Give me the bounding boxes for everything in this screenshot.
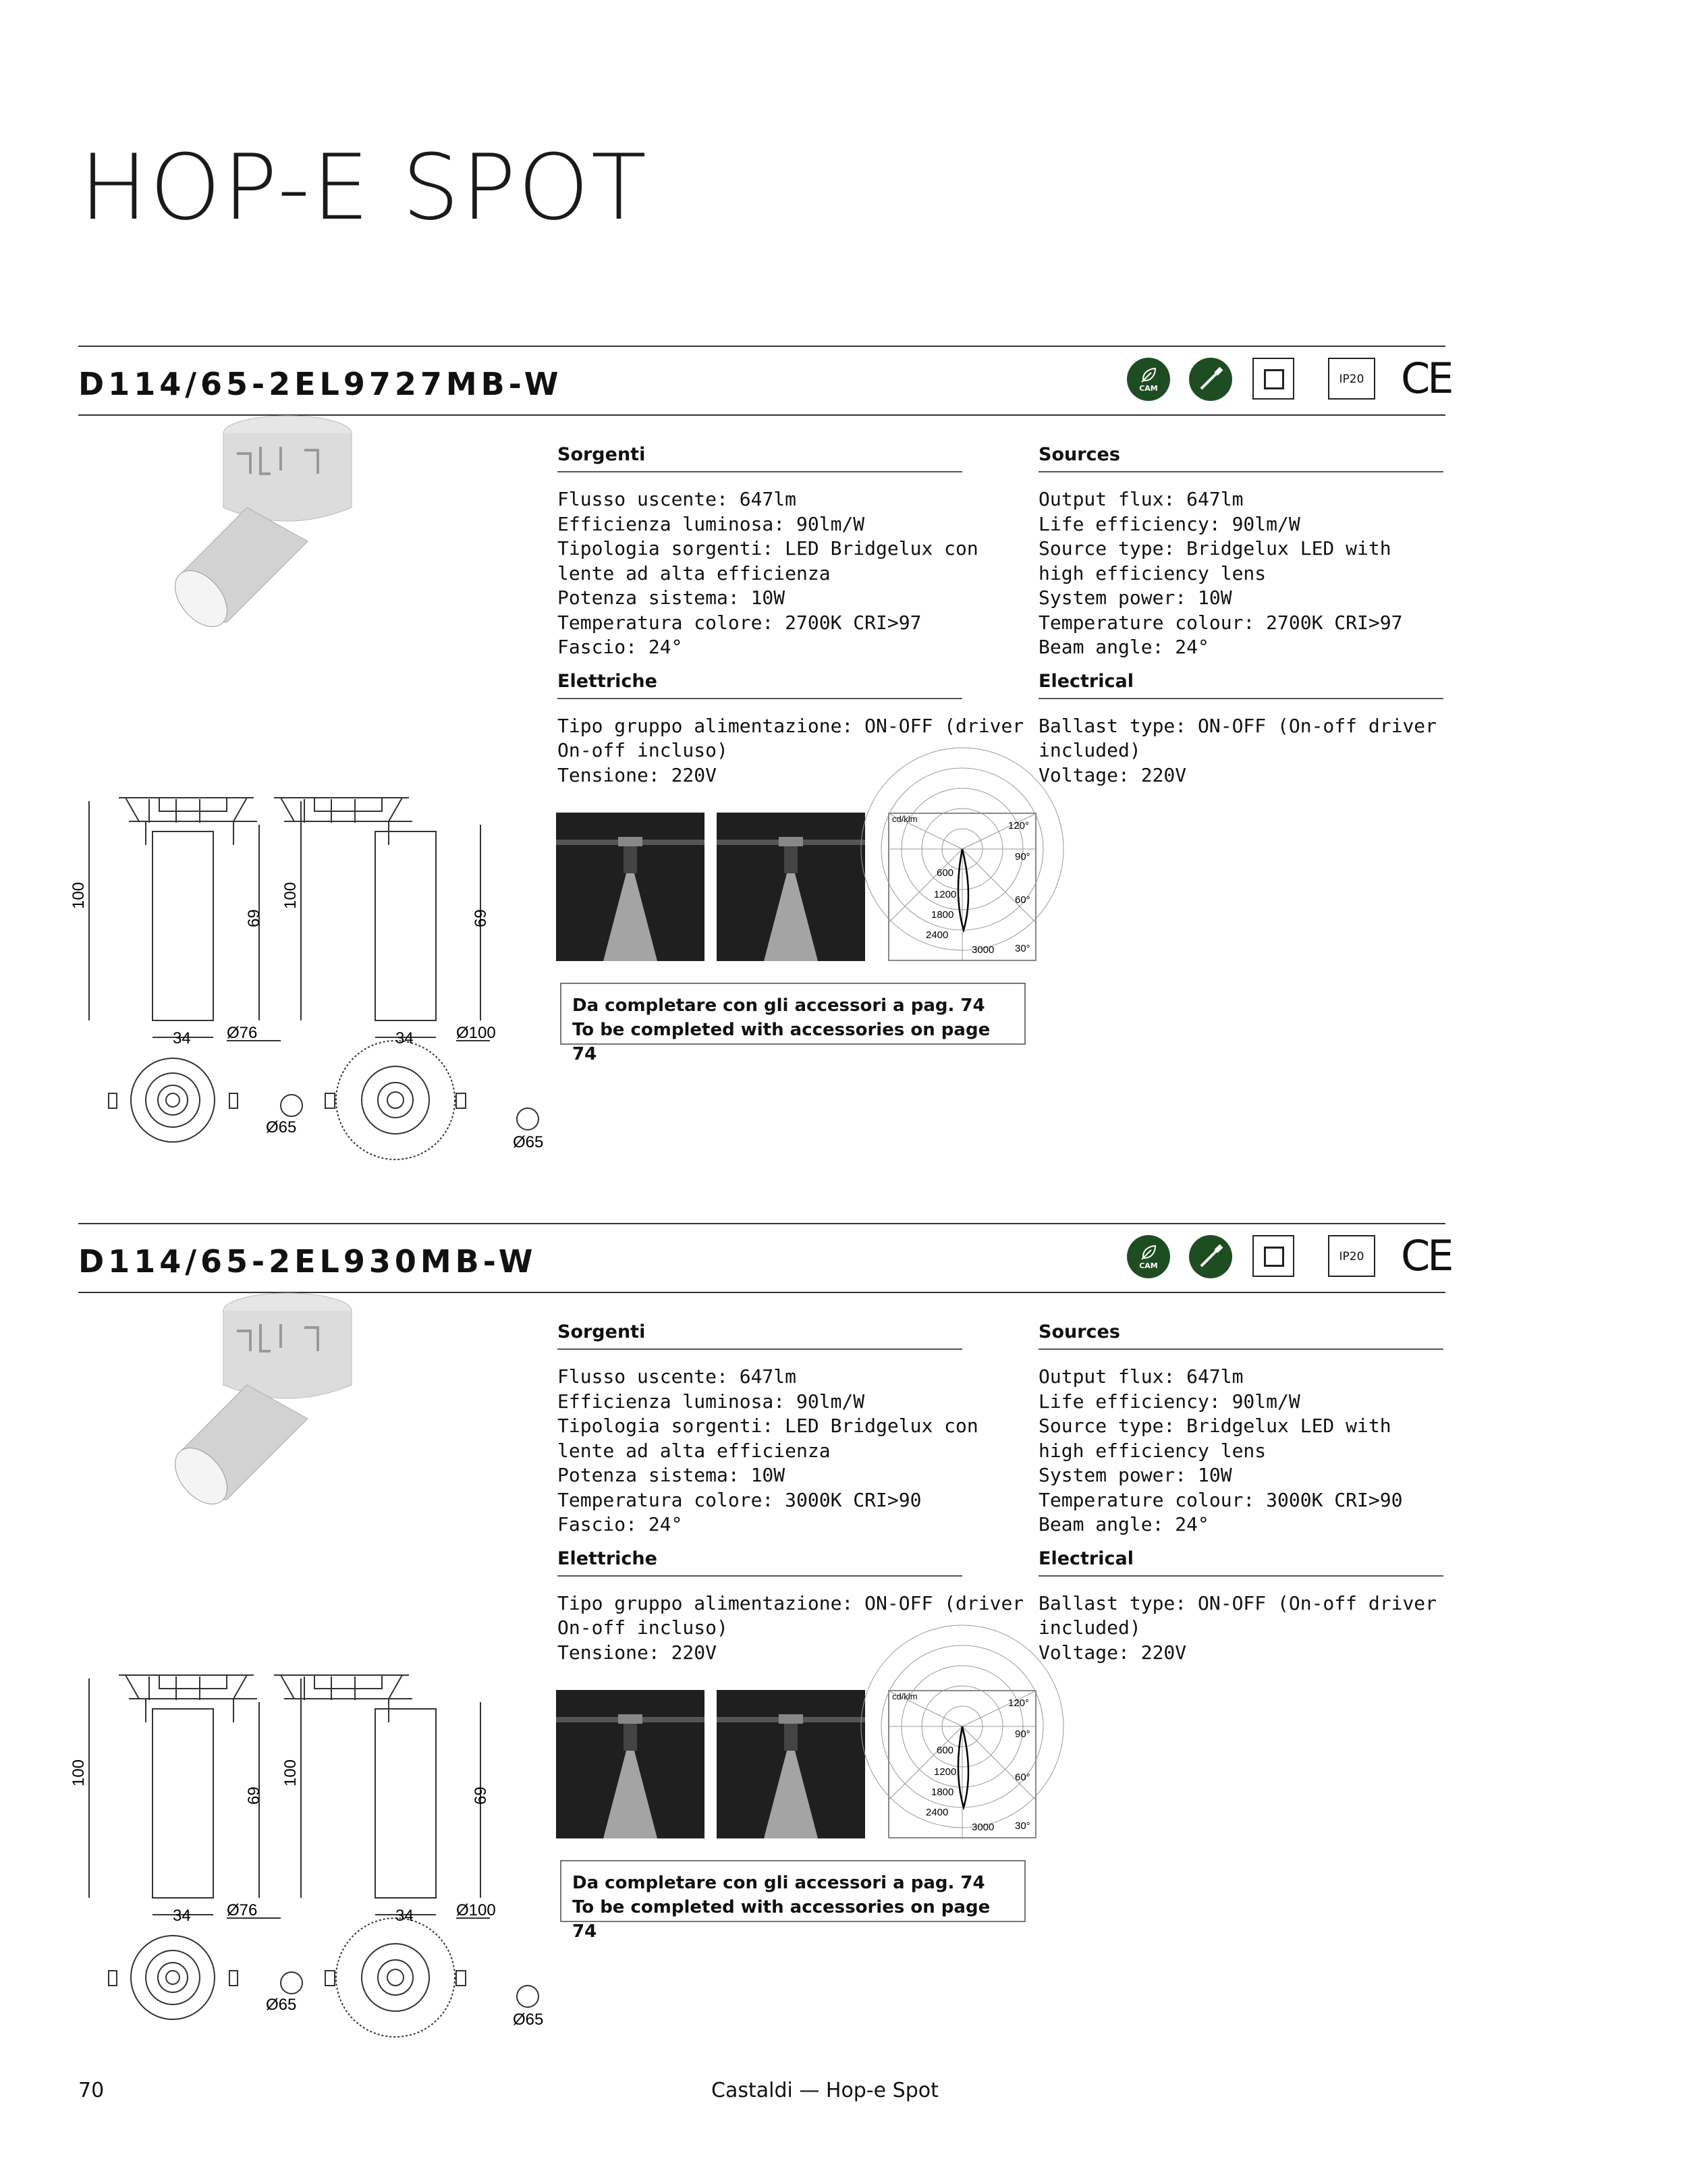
polar-angle: 30° bbox=[1015, 943, 1030, 954]
dim-height-1: 100 bbox=[70, 881, 88, 909]
polar-intensity: 3000 bbox=[972, 1822, 995, 1833]
sources-heading-en: Sources bbox=[1039, 444, 1443, 472]
spec-line: Tensione: 220V bbox=[557, 1641, 717, 1664]
dim-diameter-small: Ø76 bbox=[227, 1024, 258, 1042]
electrical-heading-en: Electrical bbox=[1039, 1548, 1443, 1577]
spec-line: On-off incluso) bbox=[557, 739, 728, 761]
spec-line: Temperature colour: 3000K CRI>90 bbox=[1039, 1488, 1403, 1511]
spec-line: high efficiency lens bbox=[1039, 562, 1267, 584]
dim-body-height-2: 69 bbox=[472, 1786, 490, 1805]
spec-line: Voltage: 220V bbox=[1039, 763, 1187, 786]
spec-line: lente ad alta efficienza bbox=[557, 562, 831, 584]
sources-list-it bbox=[557, 1365, 978, 1537]
page-number: 70 bbox=[78, 2079, 105, 2102]
spec-line: Temperatura colore: 2700K CRI>97 bbox=[557, 611, 922, 634]
spec-line: Flusso uscente: 647lm bbox=[557, 488, 797, 510]
spec-line: Output flux: 647lm bbox=[1039, 488, 1244, 510]
electrical-heading-it: Elettriche bbox=[557, 671, 962, 699]
product-code: D114/65-2EL9727MB-W bbox=[78, 366, 563, 402]
polar-angle: 30° bbox=[1015, 1820, 1030, 1832]
polar-angle: 60° bbox=[1015, 894, 1030, 906]
ce-mark-icon: CE bbox=[1401, 354, 1451, 403]
spec-line: Life efficiency: 90lm/W bbox=[1039, 512, 1300, 535]
spec-line: Output flux: 647lm bbox=[1039, 1365, 1244, 1388]
spec-line: Flusso uscente: 647lm bbox=[557, 1365, 797, 1388]
sources-heading-it: Sorgenti bbox=[557, 1321, 962, 1350]
polar-intensity: 1200 bbox=[934, 1766, 957, 1778]
technical-drawing bbox=[70, 771, 564, 1151]
dim-body-height-1: 69 bbox=[245, 1786, 263, 1805]
polar-intensity: 2400 bbox=[926, 1807, 949, 1818]
spec-line: Life efficiency: 90lm/W bbox=[1039, 1390, 1300, 1413]
spec-line: Beam angle: 24° bbox=[1039, 1513, 1209, 1535]
spec-line: Efficienza luminosa: 90lm/W bbox=[557, 512, 865, 535]
spec-line: Voltage: 220V bbox=[1039, 1641, 1187, 1664]
cam-label: CAM bbox=[1139, 1261, 1158, 1270]
product-header bbox=[78, 346, 1451, 416]
spec-line: Beam angle: 24° bbox=[1039, 636, 1209, 658]
product-render bbox=[153, 406, 375, 656]
sources-list-en bbox=[1039, 487, 1443, 660]
polar-intensity: 600 bbox=[937, 1745, 954, 1756]
product-render bbox=[153, 1284, 375, 1533]
dim-cutout-2: Ø65 bbox=[513, 1133, 544, 1151]
technical-drawing bbox=[70, 1648, 564, 2029]
eco-leaf-icon bbox=[1127, 1235, 1170, 1278]
polar-diagram bbox=[888, 813, 1036, 961]
note-line-en: To be completed with accessories on page 74 bbox=[572, 1897, 991, 1942]
note-line-en: To be completed with accessories on page 74 bbox=[572, 1020, 991, 1064]
product-header bbox=[78, 1223, 1451, 1293]
spec-line: Tipologia sorgenti: LED Bridgelux con bbox=[557, 537, 978, 559]
ip-rating-label: IP20 bbox=[1339, 1250, 1364, 1263]
product-section bbox=[70, 1223, 1451, 2053]
accessories-note bbox=[560, 1860, 1026, 1942]
spec-line: Potenza sistema: 10W bbox=[557, 1464, 785, 1486]
dim-width-1: 34 bbox=[173, 1029, 191, 1047]
polar-unit: cd/klm bbox=[892, 1691, 918, 1701]
spec-line: Source type: Bridgelux LED with bbox=[1039, 537, 1391, 559]
spec-line: System power: 10W bbox=[1039, 1464, 1232, 1486]
dim-diameter-small: Ø76 bbox=[227, 1901, 258, 1919]
light-beam-photo bbox=[556, 1690, 704, 1838]
electrical-list-it bbox=[557, 1591, 1024, 1666]
note-line-it: Da completare con gli accessori a pag. 74 bbox=[572, 1873, 985, 1893]
electrical-heading-it: Elettriche bbox=[557, 1548, 962, 1577]
ip-rating-icon bbox=[1328, 358, 1375, 400]
dim-width-1: 34 bbox=[173, 1907, 191, 1925]
english-specs bbox=[1039, 1321, 1443, 1676]
spec-line: Efficienza luminosa: 90lm/W bbox=[557, 1390, 865, 1413]
spec-line: Temperature colour: 2700K CRI>97 bbox=[1039, 611, 1403, 634]
polar-intensity: 1800 bbox=[931, 909, 954, 921]
english-specs bbox=[1039, 444, 1443, 798]
sources-heading-it: Sorgenti bbox=[557, 444, 962, 472]
electrical-list-en bbox=[1039, 714, 1443, 788]
polar-intensity: 3000 bbox=[972, 944, 995, 956]
polar-angle: 120° bbox=[1008, 1697, 1030, 1709]
dim-diameter-large: Ø100 bbox=[456, 1901, 496, 1919]
spec-line: Tipo gruppo alimentazione: ON-OFF (driver bbox=[557, 1591, 1024, 1614]
spec-line: Tipo gruppo alimentazione: ON-OFF (driver bbox=[557, 714, 1024, 737]
spec-line: high efficiency lens bbox=[1039, 1439, 1267, 1462]
dim-cutout-1: Ø65 bbox=[266, 1118, 297, 1137]
polar-intensity: 1800 bbox=[931, 1786, 954, 1798]
dim-cutout-1: Ø65 bbox=[266, 1996, 297, 2014]
ip-rating-icon bbox=[1328, 1235, 1375, 1277]
dim-width-2: 34 bbox=[395, 1029, 414, 1047]
note-line-it: Da completare con gli accessori a pag. 74 bbox=[572, 995, 985, 1016]
spec-line: included) bbox=[1039, 739, 1141, 761]
spec-line: Temperatura colore: 3000K CRI>90 bbox=[557, 1488, 922, 1511]
polar-intensity: 600 bbox=[937, 867, 954, 879]
eco-leaf-icon bbox=[1127, 358, 1170, 401]
dim-cutout-2: Ø65 bbox=[513, 2011, 544, 2029]
light-beam-photo bbox=[717, 1690, 865, 1838]
spec-line: Potenza sistema: 10W bbox=[557, 586, 785, 609]
dim-width-2: 34 bbox=[395, 1907, 414, 1925]
polar-unit: cd/klm bbox=[892, 814, 918, 824]
sources-heading-en: Sources bbox=[1039, 1321, 1443, 1350]
dim-diameter-large: Ø100 bbox=[456, 1024, 496, 1042]
spec-line: included) bbox=[1039, 1616, 1141, 1639]
polar-angle: 90° bbox=[1015, 851, 1030, 863]
dim-body-height-2: 69 bbox=[472, 909, 490, 927]
product-code: D114/65-2EL930MB-W bbox=[78, 1243, 537, 1280]
accessories-note bbox=[560, 983, 1026, 1064]
dim-body-height-1: 69 bbox=[245, 909, 263, 927]
dim-height-2: 100 bbox=[281, 1759, 300, 1786]
light-beam-photo bbox=[717, 813, 865, 961]
polar-angle: 120° bbox=[1008, 820, 1030, 831]
spec-line: Fascio: 24° bbox=[557, 1513, 683, 1535]
dim-height-2: 100 bbox=[281, 881, 300, 909]
polar-intensity: 2400 bbox=[926, 929, 949, 941]
product-section bbox=[70, 346, 1451, 1176]
screwdriver-icon bbox=[1189, 1235, 1232, 1278]
italian-specs bbox=[557, 444, 1024, 798]
electrical-list-it bbox=[557, 714, 1024, 788]
footer-title: Castaldi — Hop-e Spot bbox=[711, 2079, 939, 2102]
spec-line: lente ad alta efficienza bbox=[557, 1439, 831, 1462]
spec-line: Ballast type: ON-OFF (On-off driver bbox=[1039, 1591, 1437, 1614]
page-title: HOP-E SPOT bbox=[80, 135, 648, 240]
cam-label: CAM bbox=[1139, 384, 1158, 393]
sources-list-en bbox=[1039, 1365, 1443, 1537]
spec-line: Tipologia sorgenti: LED Bridgelux con bbox=[557, 1415, 978, 1437]
light-beam-photo bbox=[556, 813, 704, 961]
polar-angle: 90° bbox=[1015, 1728, 1030, 1740]
ce-mark-icon: CE bbox=[1401, 1231, 1451, 1280]
class-insulation-icon bbox=[1252, 1235, 1294, 1277]
polar-angle: 60° bbox=[1015, 1772, 1030, 1783]
polar-diagram bbox=[888, 1690, 1036, 1838]
spec-line: Ballast type: ON-OFF (On-off driver bbox=[1039, 714, 1437, 737]
italian-specs bbox=[557, 1321, 1024, 1676]
class-insulation-icon bbox=[1252, 358, 1294, 400]
dim-height-1: 100 bbox=[70, 1759, 88, 1786]
electrical-list-en bbox=[1039, 1591, 1443, 1666]
electrical-heading-en: Electrical bbox=[1039, 671, 1443, 699]
spec-line: Fascio: 24° bbox=[557, 636, 683, 658]
sources-list-it bbox=[557, 487, 978, 660]
polar-intensity: 1200 bbox=[934, 889, 957, 900]
spec-line: On-off incluso) bbox=[557, 1616, 728, 1639]
ip-rating-label: IP20 bbox=[1339, 373, 1364, 386]
screwdriver-icon bbox=[1189, 358, 1232, 401]
spec-line: Tensione: 220V bbox=[557, 763, 717, 786]
spec-line: Source type: Bridgelux LED with bbox=[1039, 1415, 1391, 1437]
spec-line: System power: 10W bbox=[1039, 586, 1232, 609]
